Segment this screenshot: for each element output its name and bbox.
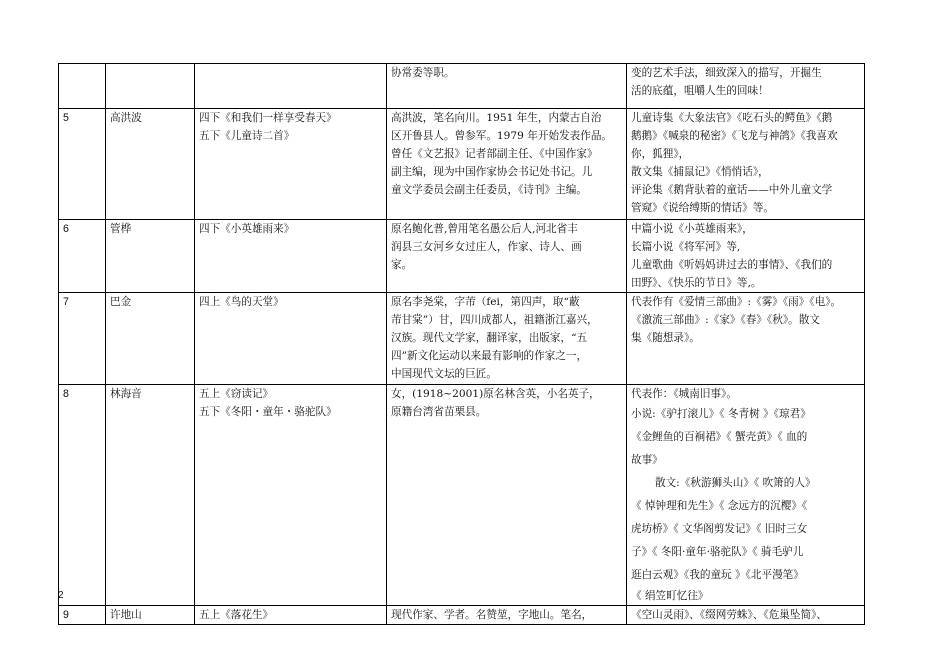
bio-line: 原籍台湾省苗栗县。 bbox=[391, 406, 487, 418]
row-number-cell: 7 bbox=[59, 293, 106, 385]
bio-cell bbox=[387, 109, 627, 220]
lessons-cell bbox=[195, 109, 387, 220]
works-line: 管窥》《说给缚斯的情话》等。 bbox=[631, 202, 775, 214]
table-row bbox=[59, 220, 865, 293]
bio-line: 汉族。现代文学家，翻译家，出版家，“五 bbox=[391, 332, 588, 344]
author-name-cell bbox=[106, 64, 195, 109]
works-cell bbox=[627, 109, 865, 220]
works-line: 代表作有《爱情三部曲》:《雾》《雨》《电》。 bbox=[631, 296, 842, 308]
works-line: 《 悼钟理和先生》《 念远方的沉樱》《 bbox=[631, 500, 808, 512]
bio-line: 芾甘棠”）甘，四川成都人，祖籍浙江嘉兴， bbox=[391, 314, 598, 326]
table-row bbox=[59, 606, 865, 625]
bio-line: 副主编，现为中国作家协会书记处书记。儿 bbox=[391, 166, 593, 178]
table-row bbox=[59, 385, 865, 606]
works-line: 鹅鹅》《喊泉的秘密》《飞龙与神鸽》《我喜欢 bbox=[631, 130, 838, 142]
table-row bbox=[59, 109, 865, 220]
works-cell bbox=[627, 606, 865, 625]
works-line: 《金鲤鱼的百裥裙》《 蟹壳黄》《 血的 bbox=[631, 431, 808, 443]
author-name-cell: 许地山 bbox=[106, 606, 195, 625]
works-line: 故事》 bbox=[631, 454, 663, 466]
works-line: 《 绢笠町忆往》 bbox=[631, 590, 709, 602]
lesson-line: 四下《和我们一样享受春天》 bbox=[199, 112, 337, 124]
bio-line: 区开鲁县人。曾参军。1979 年开始发表作品。 bbox=[391, 130, 613, 142]
works-line: 散文:《秋游狮头山》《 吹箫的人》 bbox=[655, 477, 816, 489]
bio-line: 润县三女河乡女过庄人，作家、诗人、画 bbox=[391, 241, 582, 253]
works-line: 长篇小说《将军河》等, bbox=[631, 241, 741, 253]
bio-line: 高洪波，笔名向川。1951 年生，内蒙古自治 bbox=[391, 112, 602, 124]
lesson-line: 五下《冬阳・童年・骆驼队》 bbox=[199, 406, 337, 418]
row-number-cell: 5 bbox=[59, 109, 106, 220]
works-line: 小说:《驴打滚儿》《 冬青树 》《琼君》 bbox=[631, 408, 811, 420]
bio-line: 四”新文化运动以来最有影响的作家之一， bbox=[391, 350, 588, 362]
works-line: 中篇小说《小英雄雨来》， bbox=[631, 223, 753, 235]
author-name-cell: 高洪波 bbox=[106, 109, 195, 220]
bio-cell bbox=[387, 606, 627, 625]
bio-cell bbox=[387, 220, 627, 293]
table-row bbox=[59, 64, 865, 109]
works-cell bbox=[627, 64, 865, 109]
works-line: 儿童诗集《大象法官》《吃石头的鳄鱼》《鹅 bbox=[631, 112, 833, 124]
bio-line: 曾任《文艺报》记者部副主任、《中国作家》 bbox=[391, 148, 598, 160]
works-line: 你，狐狸》， bbox=[631, 148, 690, 160]
works-line: 活的底蕴，咀嚼人生的回味！ bbox=[631, 85, 769, 97]
bio-line: 家。 bbox=[391, 259, 413, 271]
works-line: 子》《 冬阳·童年·骆驼队》《 骑毛驴儿 bbox=[631, 546, 804, 558]
bio-cell bbox=[387, 64, 627, 109]
author-name-cell: 管桦 bbox=[106, 220, 195, 293]
works-line: 代表作：《城南旧事》。 bbox=[631, 388, 737, 400]
works-line: 儿童歌曲《听妈妈讲过去的事情》、《我们的 bbox=[631, 259, 833, 271]
works-line: 《空山灵雨》、《缀网劳蛛》、《危巢坠简》、 bbox=[631, 609, 827, 621]
lessons-cell bbox=[195, 220, 387, 293]
works-line: 虎坊桥》《 文华阁剪发记》《 旧时三女 bbox=[631, 523, 808, 535]
bio-line: 童文学委员会副主任委员，《诗刊》主编。 bbox=[391, 184, 587, 196]
lesson-line: 五下《儿童诗二首》 bbox=[199, 130, 295, 142]
row-number-cell bbox=[59, 64, 106, 109]
bio-line: 现代作家、学者。名赞堃，字地山。笔名， bbox=[391, 609, 593, 621]
works-cell bbox=[627, 220, 865, 293]
lessons-cell bbox=[195, 64, 387, 109]
works-cell bbox=[627, 293, 865, 385]
bio-line: 女，(1918~2001)原名林含英，小名英子， bbox=[391, 388, 600, 400]
table-row bbox=[59, 293, 865, 385]
author-table bbox=[58, 63, 865, 625]
author-name-cell: 巴金 bbox=[106, 293, 195, 385]
works-line: 评论集《鹅背驮着的童话——中外儿童文学 bbox=[631, 184, 833, 196]
bio-line: 原名鲍化普,曾用笔名愚公后人,河北省丰 bbox=[391, 223, 578, 235]
works-line: 集《随想录》。 bbox=[631, 332, 700, 344]
works-line: 田野》、《快乐的节日》等,。 bbox=[631, 277, 762, 289]
works-line: 变的艺术手法，细致深入的描写，开掘生 bbox=[631, 67, 822, 79]
bio-cell bbox=[387, 385, 627, 606]
lessons-cell bbox=[195, 385, 387, 606]
row-number-cell: 6 bbox=[59, 220, 106, 293]
works-line: 散文集《捕鼠记》《悄悄话》， bbox=[631, 166, 769, 178]
works-line: 逛白云观》《我的童玩 》《北平漫笔》 bbox=[631, 569, 804, 581]
lesson-line: 五上《窃读记》 bbox=[199, 388, 274, 400]
bio-line: 原名李尧棠，字芾（fei，第四声，取“蔽 bbox=[391, 296, 580, 308]
row-number-cell: 8 bbox=[59, 385, 106, 606]
works-line: 《激流三部曲》:《家》《春》《秋》。散文 bbox=[631, 314, 820, 326]
row-number-cell: 9 bbox=[59, 606, 106, 625]
lesson-line: 五上《落花生》 bbox=[199, 609, 274, 621]
bio-line: 中国现代文坛的巨匠。 bbox=[391, 368, 497, 380]
page-number: 2 bbox=[58, 590, 64, 601]
lesson-line: 四上《鸟的天堂》 bbox=[199, 296, 284, 308]
lessons-cell bbox=[195, 606, 387, 625]
works-cell bbox=[627, 385, 865, 606]
bio-cell bbox=[387, 293, 627, 385]
lesson-line: 四下《小英雄雨来》 bbox=[199, 223, 295, 235]
lessons-cell bbox=[195, 293, 387, 385]
bio-line: 协常委等职。 bbox=[391, 67, 455, 79]
author-name-cell: 林海音 bbox=[106, 385, 195, 606]
